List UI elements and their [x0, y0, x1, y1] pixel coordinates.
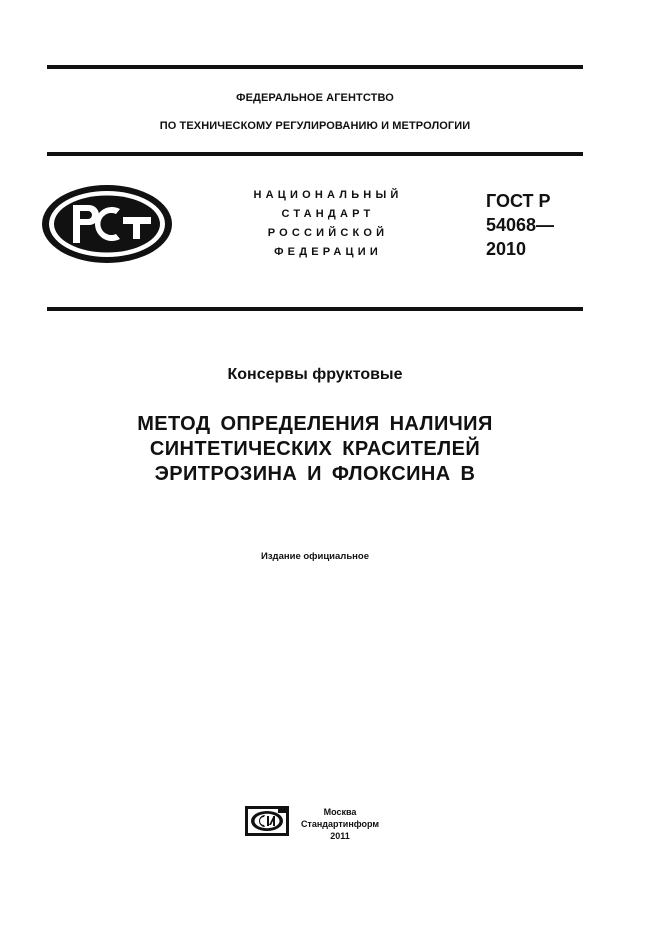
top-rule: [47, 65, 583, 69]
publisher-year: 2011: [330, 831, 350, 841]
standard-designation: [486, 189, 554, 261]
header-rule: [47, 152, 583, 156]
method-title-line-3: ЭРИТРОЗИНА И ФЛОКСИНА В: [154, 463, 476, 485]
agency-line-2: ПО ТЕХНИЧЕСКОМУ РЕГУЛИРОВАНИЮ И МЕТРОЛОГИИ: [159, 120, 471, 132]
product-title: Консервы фруктовые: [227, 366, 403, 383]
national-line-2: СТАНДАРТ: [281, 208, 375, 220]
method-title-line-2: СИНТЕТИЧЕСКИХ КРАСИТЕЛЕЙ: [149, 438, 481, 460]
national-line-4: ФЕДЕРАЦИИ: [274, 246, 382, 258]
agency-line-1: ФЕДЕРАЛЬНОЕ АГЕНТСТВО: [236, 92, 394, 104]
publisher-name: Стандартинформ: [300, 819, 380, 829]
standartinform-logo-icon: [245, 806, 289, 836]
national-standard-label: [228, 186, 428, 262]
designation-line-1: ГОСТ Р: [486, 191, 551, 211]
rst-logo-icon: [40, 183, 174, 265]
standard-block-rule: [47, 307, 583, 311]
method-title-line-1: МЕТОД ОПРЕДЕЛЕНИЯ НАЛИЧИЯ: [137, 413, 493, 435]
publisher-block: [292, 806, 388, 842]
edition-label: Издание официальное: [261, 551, 369, 562]
national-line-3: РОССИЙСКОЙ: [267, 227, 389, 239]
publisher-city: Москва: [323, 807, 357, 817]
designation-line-2: 54068—: [486, 215, 555, 235]
method-title: [47, 412, 583, 487]
designation-line-3: 2010: [486, 239, 527, 259]
national-line-1: НАЦИОНАЛЬНЫЙ: [253, 189, 403, 201]
